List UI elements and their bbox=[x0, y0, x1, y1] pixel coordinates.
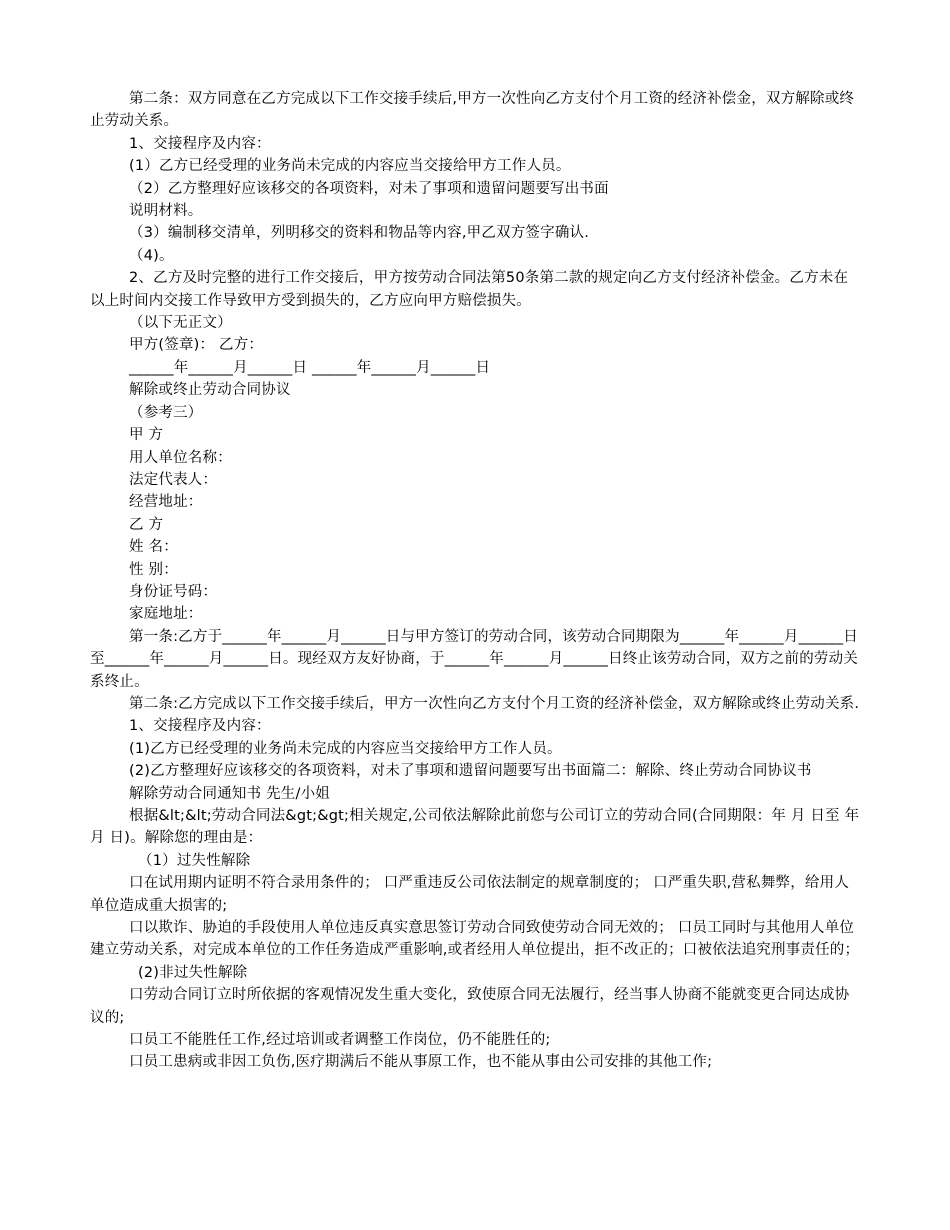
party-a-employer-name: 用人单位名称： bbox=[129, 449, 232, 466]
party-b-name: 姓 名： bbox=[129, 539, 178, 556]
paragraph-compensation: 2、乙方及时完整的进行工作交接后，甲方按劳动合同法第50条第二款的规定向乙方支付经济补偿金。乙方未在以上时间内交接工作导致甲方受到损失的，乙方应向甲方赔偿损失。 bbox=[90, 270, 849, 309]
paragraph-non-fault-reason-1: 口劳动合同订立时所依据的客观情况发生重大变化，致使原合同无法履行，经当事人协商不能就变更合同达成协议的; bbox=[90, 987, 850, 1026]
notice-title: 解除劳动合同通知书 先生/小姐 bbox=[129, 785, 330, 802]
paragraph-handover-item-4: （4)。 bbox=[129, 247, 174, 264]
paragraph-fault-reasons-1: 口在试用期内证明不符合录用条件的； 口严重违反公司依法制定的规章制度的； 口严重失职,营私舞弊，给用人单位造成重大损害的; bbox=[90, 875, 850, 914]
paragraph-fault-reasons-2: 口以欺诈、胁迫的手段使用人单位违反真实意思签订劳动合同致使劳动合同无效的； 口员工同时与其他用人单位建立劳动关系，对完成本单位的工作任务造成严重影响,或者经用人单位提出，拒不改正的；口被依法追究刑事责任的； bbox=[90, 920, 860, 959]
non-fault-termination-heading: (2)非过失性解除 bbox=[138, 964, 248, 981]
paragraph-handover-item-3: （3）编制移交清单，列明移交的资料和物品等内容,甲乙双方签字确认. bbox=[129, 225, 590, 242]
party-a-address: 经营地址： bbox=[129, 494, 203, 511]
agreement-title: 解除或终止劳动合同协议 bbox=[129, 382, 291, 399]
party-b-gender: 性 别： bbox=[129, 561, 178, 578]
paragraph-article-1: 第一条:乙方于______年______月______日与甲方签订的劳动合同，该劳动合同期限为______年______月______日至______年______月______日。现经双方友好协商，于______年______月______日终止该劳动合同，双方之前的劳动关系终止。 bbox=[90, 628, 858, 690]
signature-line: 甲方(签章)： 乙方： bbox=[129, 337, 264, 354]
party-a-legal-rep: 法定代表人： bbox=[129, 471, 218, 488]
paragraph-article-2: 第二条：双方同意在乙方完成以下工作交接手续后,甲方一次性向乙方支付个月工资的经济补偿金，双方解除或终止劳动关系。 bbox=[90, 91, 855, 130]
fault-termination-heading: （1）过失性解除 bbox=[138, 852, 251, 869]
paragraph-handover-item-1-b: (1)乙方已经受理的业务尚未完成的内容应当交接给甲方工作人员。 bbox=[129, 740, 562, 757]
paragraph-no-further-text: （以下无正文） bbox=[129, 315, 232, 332]
paragraph-handover-heading: 1、交接程序及内容： bbox=[129, 135, 271, 152]
paragraph-notice-basis: 根据&lt;&lt;劳动合同法&gt;&gt;相关规定,公司依法解除此前您与公司订立的劳动合同(合同期限：年 月 日至 年 月 日)。解除您的理由是： bbox=[90, 808, 860, 847]
party-b-heading: 乙 方 bbox=[129, 516, 164, 533]
paragraph-handover-item-2-cont: 说明材料。 bbox=[129, 203, 203, 220]
paragraph-non-fault-reason-3: 口员工患病或非因工负伤,医疗期满后不能从事原工作，也不能从事由公司安排的其他工作; bbox=[129, 1054, 713, 1071]
party-b-address: 家庭地址： bbox=[129, 606, 203, 623]
party-a-heading: 甲 方 bbox=[129, 427, 164, 444]
party-b-id-number: 身份证号码： bbox=[129, 583, 218, 600]
paragraph-non-fault-reason-2: 口员工不能胜任工作,经过培训或者调整工作岗位，仍不能胜任的; bbox=[129, 1032, 551, 1049]
paragraph-article-2-b: 第二条:乙方完成以下工作交接手续后，甲方一次性向乙方支付个月工资的经济补偿金，双方解除或终止劳动关系. bbox=[129, 695, 860, 712]
date-line: ______年______月______日 ______年______月______日 bbox=[129, 359, 491, 376]
paragraph-handover-item-1: (1）乙方已经受理的业务尚未完成的内容应当交接给甲方工作人员。 bbox=[129, 158, 571, 175]
document-body bbox=[90, 88, 860, 1074]
paragraph-handover-item-2: （2）乙方整理好应该移交的各项资料，对未了事项和遗留问题要写出书面 bbox=[129, 180, 609, 197]
reference-label: （参考三） bbox=[129, 404, 203, 421]
paragraph-handover-item-2-b: (2)乙方整理好应该移交的各项资料，对未了事项和遗留问题要写出书面篇二：解除、终止劳动合同协议书 bbox=[129, 763, 812, 780]
paragraph-handover-heading-b: 1、交接程序及内容： bbox=[129, 718, 271, 735]
